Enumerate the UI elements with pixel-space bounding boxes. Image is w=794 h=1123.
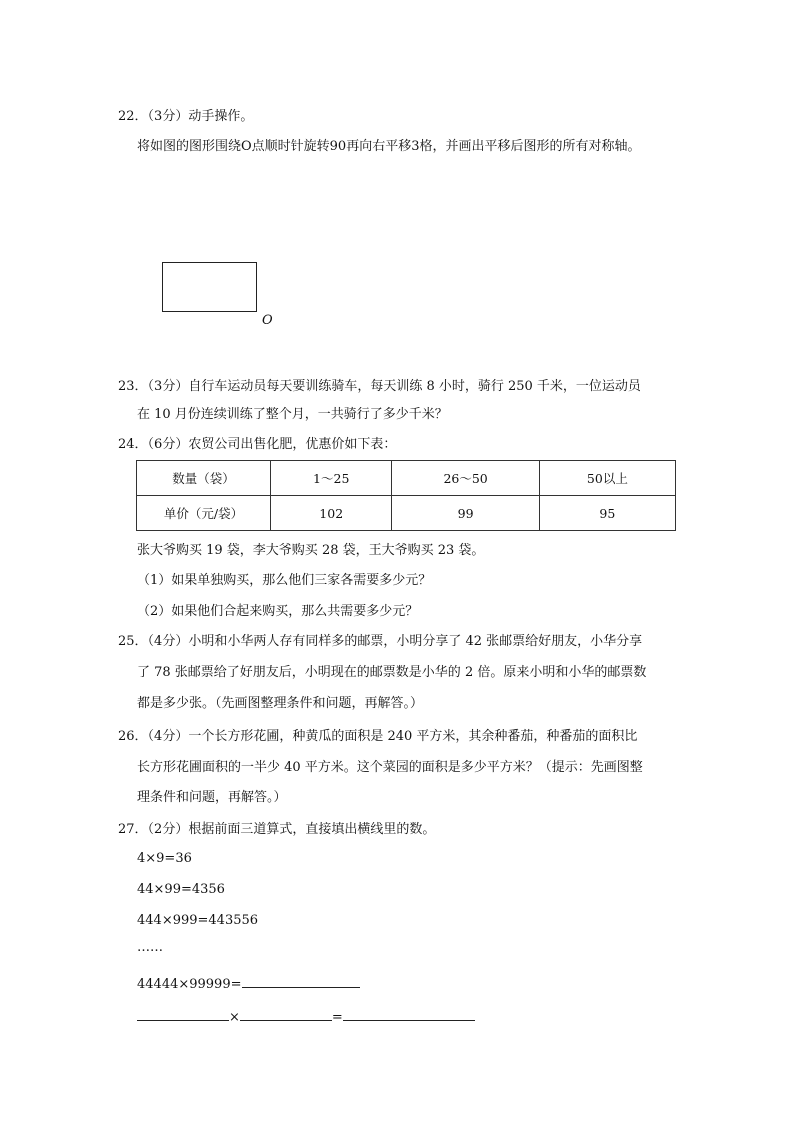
q27-header: 27．（2分）根据前面三道算式，直接填出横线里的数。 bbox=[118, 822, 436, 837]
times-sign: × bbox=[229, 1010, 240, 1025]
answer-blank[interactable] bbox=[240, 1008, 332, 1021]
table-row bbox=[137, 496, 676, 531]
answer-blank[interactable] bbox=[343, 1008, 475, 1021]
equation-4 bbox=[137, 975, 360, 992]
table-row bbox=[137, 461, 676, 496]
q22-header: 22．（3分）动手操作。 bbox=[118, 109, 254, 124]
table-cell: 95 bbox=[539, 496, 675, 531]
table-cell: 1～25 bbox=[271, 461, 392, 496]
answer-blank[interactable] bbox=[137, 1008, 229, 1021]
price-table bbox=[136, 460, 676, 531]
table-cell: 99 bbox=[392, 496, 539, 531]
equation-2: 44×99=4356 bbox=[137, 882, 225, 897]
table-cell: 数量（袋） bbox=[137, 461, 271, 496]
point-o-label: O bbox=[262, 313, 273, 328]
answer-blank[interactable] bbox=[242, 975, 360, 988]
q24-sub2: （2）如果他们合起来购买，那么共需要多少元？ bbox=[137, 604, 419, 619]
equation-1: 4×9=36 bbox=[137, 851, 192, 866]
rectangle-figure bbox=[162, 262, 257, 312]
equation-4-text: 44444×99999= bbox=[137, 977, 242, 992]
ellipsis: …… bbox=[137, 940, 163, 955]
q26-line3: 理条件和问题，再解答。） bbox=[137, 790, 287, 805]
q26-line2: 长方形花圃面积的一半少 40 平方米。这个菜园的面积是多少平方米？（提示：先画图整 bbox=[137, 760, 643, 775]
q25-line3: 都是多少张。（先画图整理条件和问题，再解答。） bbox=[137, 696, 424, 711]
equation-3: 444×999=443556 bbox=[137, 913, 259, 928]
table-cell: 102 bbox=[271, 496, 392, 531]
q25-line1: 25．（4分）小明和小华两人存有同样多的邮票，小明分享了 42 张邮票给好朋友，小华分享 bbox=[118, 634, 643, 649]
q23-line2: 在 10 月份连续训练了整个月，一共骑行了多少千米？ bbox=[137, 407, 448, 422]
q24-header: 24．（6分）农贸公司出售化肥，优惠价如下表： bbox=[118, 437, 397, 452]
q24-sub1: （1）如果单独购买，那么他们三家各需要多少元？ bbox=[137, 573, 432, 588]
q22-instruction: 将如图的图形围绕O点顺时针旋转90再向右平移3格，并画出平移后图形的所有对称轴。 bbox=[137, 139, 641, 154]
equals-sign: = bbox=[331, 1010, 343, 1025]
q24-purchase-info: 张大爷购买 19 袋，李大爷购买 28 袋，王大爷购买 23 袋。 bbox=[137, 543, 485, 558]
table-cell: 50以上 bbox=[539, 461, 675, 496]
q23-line1: 23．（3分）自行车运动员每天要训练骑车，每天训练 8 小时，骑行 250 千米，一位运动员 bbox=[118, 379, 641, 394]
equation-5 bbox=[137, 1008, 475, 1025]
table-cell: 单价（元/袋） bbox=[137, 496, 271, 531]
q26-line1: 26．（4分）一个长方形花圃，种黄瓜的面积是 240 平方米，其余种番茄，种番茄的面积比 bbox=[118, 729, 638, 744]
q25-line2: 了 78 张邮票给了好朋友后，小明现在的邮票数是小华的 2 倍。原来小明和小华的邮票数 bbox=[137, 665, 647, 680]
table-cell: 26～50 bbox=[392, 461, 539, 496]
